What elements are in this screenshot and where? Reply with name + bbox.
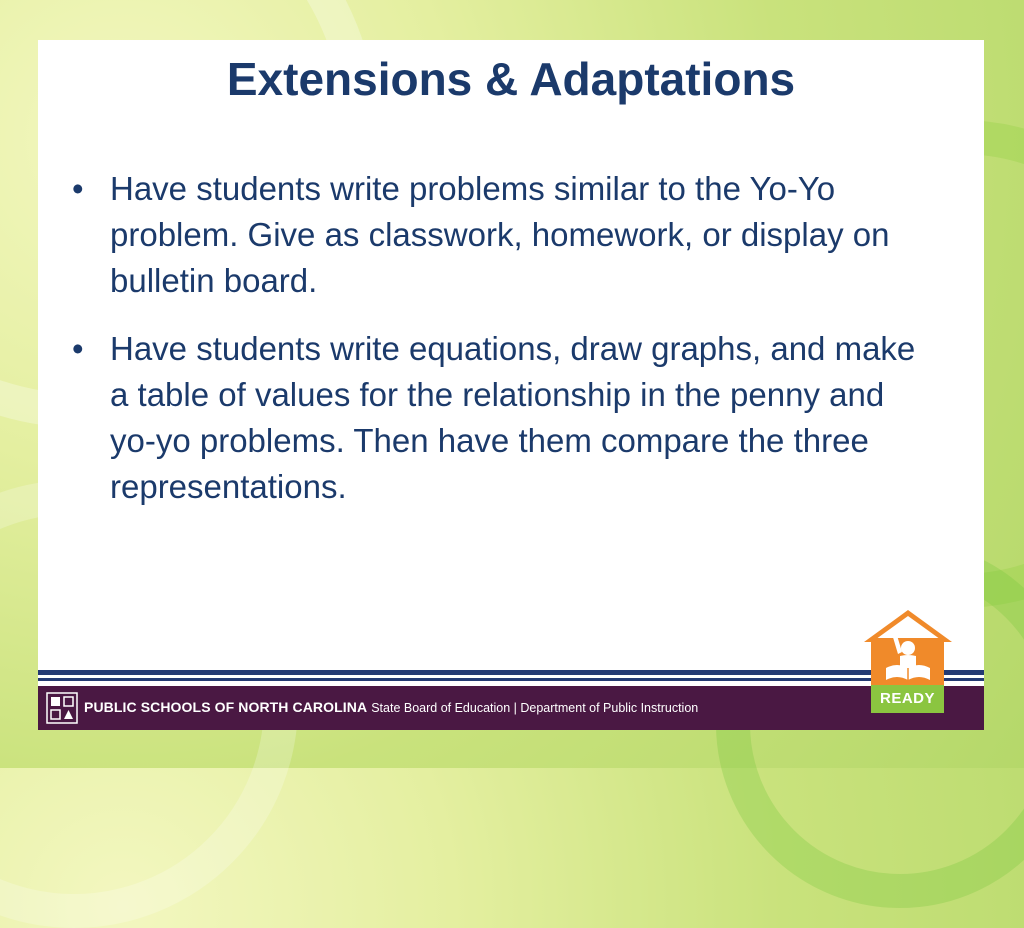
bullet-text: Have students write problems similar to the Yo-Yo problem. Give as classwork, homework, or display on bulletin board. <box>110 170 890 299</box>
bullet-list <box>72 166 932 532</box>
bullet-marker: • <box>72 170 84 207</box>
slide-panel <box>38 40 984 730</box>
footer-rule <box>38 678 984 681</box>
footer-text <box>84 699 698 716</box>
bullet-marker: • <box>72 330 84 367</box>
ready-label: READY <box>871 685 944 713</box>
bullet-text: Have students write equations, draw graphs, and make a table of values for the relationship in the penny and yo-yo problems. Then have them compare the three representations. <box>110 330 916 505</box>
footer-bar <box>38 686 984 730</box>
bullet-item <box>72 326 932 510</box>
footer-subtitle: State Board of Education | Department of Public Instruction <box>371 701 699 715</box>
ready-badge <box>862 608 954 720</box>
slide-title: Extensions & Adaptations <box>226 53 796 105</box>
nc-dpi-logo-icon <box>46 692 78 724</box>
footer-org: PUBLIC SCHOOLS OF NORTH CAROLINA <box>84 699 368 715</box>
footer-rule <box>38 670 984 675</box>
bullet-item <box>72 166 932 304</box>
